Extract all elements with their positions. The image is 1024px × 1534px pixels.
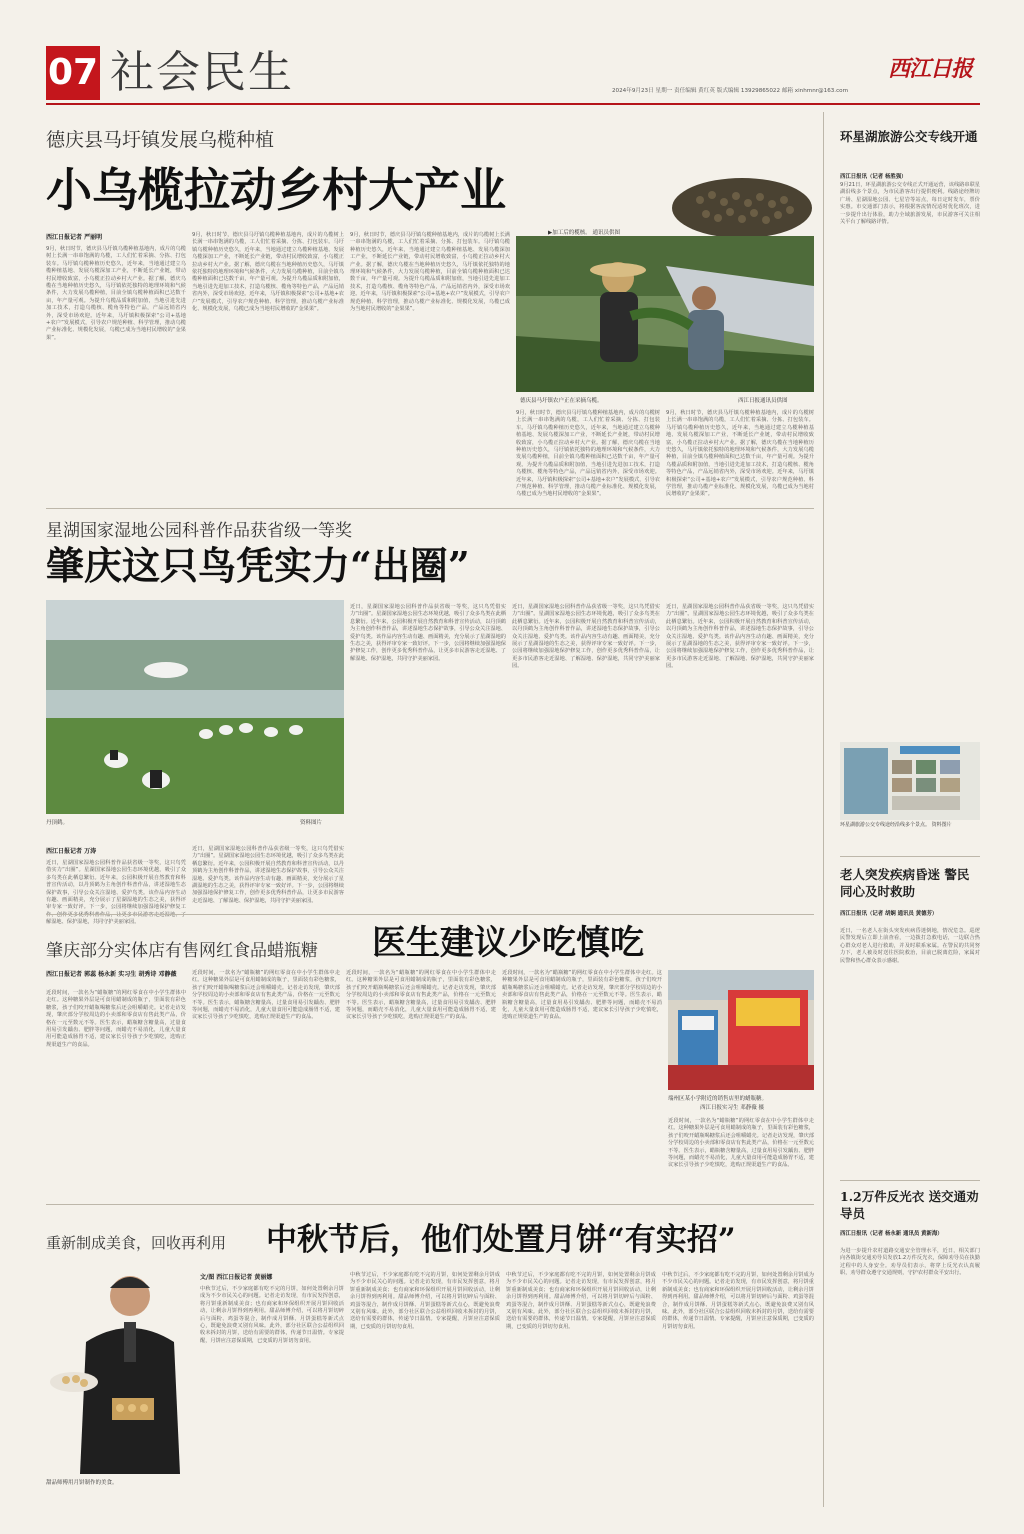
- article-headline: 小乌榄拉动乡村大产业: [46, 163, 506, 217]
- masthead-meta: 2024年9月23日 星期一 责任编辑 黄红英 版式编辑 13929865022 邮箱 xinhmnr@163.com: [612, 88, 849, 94]
- crane-photo-caption: 丹顶鹤。: [46, 820, 69, 826]
- olive-kernel-caption: ▶加工后的榄核。 通讯员供图: [548, 230, 620, 236]
- crane-photo-credit: 资料图片: [300, 820, 323, 826]
- column-divider: [823, 112, 824, 1507]
- sidebar-body-rescue: 近日，一名老人在街头突发疾病昏迷倒地，情况危急。巡逻民警发现后立即上前查看，一边拨打急救电话，一边联合热心群众对老人进行救助，并及时联系家属。在警民的共同努力下，老人被及时送往医院救治，目前已脱离危险，家属对民警和热心群众表示感谢。: [840, 928, 980, 964]
- article-body-col-3: 近日，星湖国家湿地公园科普作品获省级一等奖，这只鸟凭借实力“出圈”。星湖国家湿地公园生态环境优越，吸引了众多鸟类在此栖息繁衍。近年来，公园积极开展自然教育和科普宣传活动，以丹顶鹤为主角创作科普作品，讲述湿地生态保护故事，引导公众关注湿地、爱护鸟类。该作品内容生动有趣、画面精美，充分展示了星湖湿地的生态之美，获得评审专家一致好评。下一步，公园将继续加强湿地保护修复工作，创作更多优秀科普作品，让更多市民游客走近湿地、了解湿地、保护湿地，共同守护美丽家园。: [350, 604, 506, 662]
- sidebar-headline-rescue: 老人突发疾病昏迷 警民同心及时救助: [840, 867, 970, 899]
- article-body-col-1: 9月，秋日时节，德庆县马圩镇乌榄种植基地内，成片的乌榄树上长满一串串饱满的乌榄，工人们忙着采摘、分拣、打包装车。马圩镇乌榄种植历史悠久，近年来，当地通过建立乌榄种植基地、发展乌榄深加工产业，不断延长产业链，带动村民增收致富，小乌榄正拉动乡村大产业。据了解，德庆乌榄在当地种植历史悠久，马圩镇依托独特的地理环境和气候条件，大力发展乌榄种植，目前全镇乌榄种植面积已达数千亩，年产量可观。为提升乌榄品质和附加值，当地引进先进加工技术，打造乌榄核、榄角等特色产品，产品远销省内外，深受市场欢迎。近年来，马圩镇积极探索“公司+基地+农户”发展模式，引导农户规范种植、科学管理，推动乌榄产业标准化、规模化发展，乌榄已成为当地村民增收的“金果果”。: [46, 246, 186, 341]
- sidebar-body-vests: 为进一步提升农村道路交通安全管理水平，近日，相关部门向各镇街交通劝导员发放1.2万件反光衣，保障劝导员在执勤过程中的人身安全。劝导员们表示，将穿上反光衣认真履职，劝导群众遵守交通规则，守护农村群众平安出行。: [840, 1248, 980, 1277]
- article-body-col-1: 中秋节过后，不少家庭都有吃不完的月饼，如何处置剩余月饼成为不少市民关心的问题。记者走访发现，有市民发挥创意，将月饼重新制成美食；也有商家和环保组织开展月饼回收活动，让剩余月饼得到再利用。甜品师傅介绍，可以将月饼切碎后与面粉、鸡蛋等混合，制作成月饼酥、月饼蛋糕等新式点心，既避免浪费又别有风味。此外，部分社区联合公益组织回收未拆封的月饼，送给有需要的群体，传递节日温情。专家提醒，月饼应注意保质期，已变质的月饼切勿食用。: [200, 1286, 344, 1344]
- sidebar-map-photo: [840, 742, 980, 820]
- section-rule: [46, 508, 814, 509]
- wax-candy-photo: [668, 970, 814, 1090]
- masthead-rule: [46, 103, 980, 105]
- section-rule: [46, 1204, 814, 1205]
- olive-kernel-photo: [660, 170, 814, 240]
- article-body-col-5: 9月，秋日时节，德庆县马圩镇乌榄种植基地内，成片的乌榄树上长满一串串饱满的乌榄，工人们忙着采摘、分拣、打包装车。马圩镇乌榄种植历史悠久，近年来，当地通过建立乌榄种植基地、发展乌榄深加工产业，不断延长产业链，带动村民增收致富，小乌榄正拉动乡村大产业。据了解，德庆乌榄在当地种植历史悠久，马圩镇依托独特的地理环境和气候条件，大力发展乌榄种植，目前全镇乌榄种植面积已达数千亩，年产量可观。为提升乌榄品质和附加值，当地引进先进加工技术，打造乌榄核、榄角等特色产品，产品远销省内外，深受市场欢迎。近年来，马圩镇积极探索“公司+基地+农户”发展模式，引导农户规范种植、科学管理，推动乌榄产业标准化、规模化发展，乌榄已成为当地村民增收的“金果果”。: [666, 410, 814, 498]
- sidebar-byline-rescue: 西江日报讯（记者 胡娴 通讯员 黄德芳）: [840, 911, 938, 917]
- article-body-col-2: 近日，星湖国家湿地公园科普作品获省级一等奖，这只鸟凭借实力“出圈”。星湖国家湿地公园生态环境优越，吸引了众多鸟类在此栖息繁衍。近年来，公园积极开展自然教育和科普宣传活动，以丹顶鹤为主角创作科普作品，讲述湿地生态保护故事，引导公众关注湿地、爱护鸟类。该作品内容生动有趣、画面精美，充分展示了星湖湿地的生态之美，获得评审专家一致好评。下一步，公园将继续加强湿地保护修复工作，创作更多优秀科普作品，让更多市民游客走近湿地、了解湿地、保护湿地，共同守护美丽家园。: [192, 846, 344, 904]
- sidebar-byline-vests: 西江日报讯（记者 杨永新 通讯员 黄新海）: [840, 1231, 943, 1237]
- article-body-col-5: 近段时间，一款名为“蜡瓶糖”的网红零食在中小学生群体中走红。这种糖果外层是可食用蜡制成的瓶子，里面装有彩色糖浆，孩子们咬开蜡瓶喝糖浆后还会咀嚼蜡壳。记者走访发现，肇庆部分学校周边的小卖部和零食店有售此类产品，价格在一元至数元不等。医生表示，蜡瓶糖含糖量高，过量食用易引发龋齿、肥胖等问题，而蜡壳不易消化，儿童大量食用可能造成肠胃不适，建议家长引导孩子少吃慎吃，选购正规渠道生产的食品。: [668, 1118, 814, 1169]
- section-title: 社会民生: [110, 47, 294, 98]
- article-kicker: 重新制成美食，回收再利用: [46, 1234, 227, 1252]
- sidebar-byline-bus: 西江日报讯（记者 杨胜强）: [840, 174, 907, 180]
- wax-candy-credit: 西江日报实习生 邓静薇 摄: [700, 1105, 764, 1111]
- sidebar-headline-vests: 1.2万件反光衣 送交通劝导员: [840, 1189, 979, 1221]
- article-byline: 西江日报记者 万涛: [46, 848, 97, 855]
- wax-candy-caption: 端州区某小学附近的销售店里的蜡瓶糖。: [668, 1096, 768, 1102]
- article-byline: 西江日报记者 严丽明: [46, 234, 103, 241]
- article-headline: 医生建议少吃慎吃: [372, 923, 644, 963]
- chef-photo: [46, 1262, 194, 1474]
- article-body-col-2: 近段时间，一款名为“蜡瓶糖”的网红零食在中小学生群体中走红。这种糖果外层是可食用蜡制成的瓶子，里面装有彩色糖浆，孩子们咬开蜡瓶喝糖浆后还会咀嚼蜡壳。记者走访发现，肇庆部分学校周边的小卖部和零食店有售此类产品，价格在一元至数元不等。医生表示，蜡瓶糖含糖量高，过量食用易引发龋齿、肥胖等问题，而蜡壳不易消化，儿童大量食用可能造成肠胃不适，建议家长引导孩子少吃慎吃，选购正规渠道生产的食品。: [192, 970, 340, 1021]
- sidebar-rule: [840, 1180, 980, 1181]
- article-body-col-3: 中秋节过后，不少家庭都有吃不完的月饼，如何处置剩余月饼成为不少市民关心的问题。记者走访发现，有市民发挥创意，将月饼重新制成美食；也有商家和环保组织开展月饼回收活动，让剩余月饼得到再利用。甜品师傅介绍，可以将月饼切碎后与面粉、鸡蛋等混合，制作成月饼酥、月饼蛋糕等新式点心，既避免浪费又别有风味。此外，部分社区联合公益组织回收未拆封的月饼，送给有需要的群体，传递节日温情。专家提醒，月饼应注意保质期，已变质的月饼切勿食用。: [506, 1272, 656, 1330]
- article-body-col-1: 近日，星湖国家湿地公园科普作品获省级一等奖，这只鸟凭借实力“出圈”。星湖国家湿地公园生态环境优越，吸引了众多鸟类在此栖息繁衍。近年来，公园积极开展自然教育和科普宣传活动，以丹顶鹤为主角创作科普作品，讲述湿地生态保护故事，引导公众关注湿地、爱护鸟类。该作品内容生动有趣、画面精美，充分展示了星湖湿地的生态之美，获得评审专家一致好评。下一步，公园将继续加强湿地保护修复工 解湿地、保护湿地，共同守护美丽家园。: [46, 860, 186, 926]
- olive-harvest-photo: [516, 236, 814, 392]
- article-body-col-4: 近段时间，一款名为“蜡瓶糖”的网红零食在中小学生群体中走红。这种糖果外层是可食用蜡制成的瓶子，里面装有彩色糖浆，孩子们咬开蜡瓶喝糖浆后还会咀嚼蜡壳。记者走访发现，肇庆部分学校周边的小卖部和零食店有售此类产品，价格在一元至数元不等。医生表示，蜡瓶糖含糖量高，过量食用易引发龋齿、肥胖等问题，而蜡壳不易消化，儿童大量食用可能造成肠胃不适，建议家长引导孩子少吃慎吃，选购正规渠道生产的食品。: [502, 970, 662, 1021]
- olive-harvest-caption: 德庆县马圩镇农户正在采摘乌榄。: [520, 398, 603, 404]
- sidebar-body-bus: 9月21日，环星湖旅游公交专线正式开通运营，该线路串联星湖沿线多个景点，为市民游客出行提供便利。线路途经牌坊广场、星湖湿地公园、七星岩等站点，每日定时发车，票价实惠。市交通部门表示，将根据客流情况适时优化班次，进一步提升出行体验，助力全域旅游发展，市民游客可关注相关平台了解线路详情。: [840, 182, 980, 226]
- article-kicker: 肇庆部分实体店有售网红食品蜡瓶糖: [46, 941, 318, 961]
- article-byline: 西江日报记者 郭蕊 杨永新 实习生 胡秀诗 邓静薇: [46, 971, 177, 978]
- article-kicker: 星湖国家湿地公园科普作品获省级一等奖: [46, 521, 352, 541]
- paper-logo: 西江日报: [888, 56, 973, 82]
- masthead: [0, 0, 1024, 112]
- article-body-col-3: 近段时间，一款名为“蜡瓶糖”的网红零食在中小学生群体中走红。这种糖果外层是可食用蜡制成的瓶子，里面装有彩色糖浆，孩子们咬开蜡瓶喝糖浆后还会咀嚼蜡壳。记者走访发现，肇庆部分学校周边的小卖部和零食店有售此类产品，价格在一元至数元不等。医生表示，蜡瓶糖含糖量高，过量食用易引发龋齿、肥胖等问题，而蜡壳不易消化，儿童大量食用可能造成肠胃不适，建议家长引导孩子少吃慎吃，选购正规渠道生产的食品。: [346, 970, 496, 1021]
- article-body-col-4: 近日，星湖国家湿地公园科普作品获省级一等奖，这只鸟凭借实力“出圈”。星湖国家湿地公园生态环境优越，吸引了众多鸟类在此栖息繁衍。近年来，公园积极开展自然教育和科普宣传活动，以丹顶鹤为主角创作科普作品，讲述湿地生态保护故事，引导公众关注湿地、爱护鸟类。该作品内容生动有趣、画面精美，充分展示了星湖湿地的生态之美，获得评审专家一致好评。下一步，公园将继续加强湿地保护修复工作，创作更多优秀科普作品，让更多市民游客走近湿地、了解湿地、保护湿地，共同守护美丽家园。: [512, 604, 660, 670]
- article-body-col-5: 近日，星湖国家湿地公园科普作品获省级一等奖，这只鸟凭借实力“出圈”。星湖国家湿地公园生态环境优越，吸引了众多鸟类在此栖息繁衍。近年来，公园积极开展自然教育和科普宣传活动，以丹顶鹤为主角创作科普作品，讲述湿地生态保护故事，引导公众关注湿地、爱护鸟类。该作品内容生动有趣、画面精美，充分展示了星湖湿地的生态之美，获得评审专家一致好评。下一步，公园将继续加强湿地保护修复工作，创作更多优秀科普作品，让更多市民游客走近湿地、了解湿地、保护湿地，共同守护美丽家园。: [666, 604, 814, 670]
- chef-photo-caption: 甜品师傅用月饼制作的美食。: [46, 1480, 118, 1486]
- section-rule: [46, 914, 814, 915]
- page-number: 07: [47, 52, 99, 93]
- article-byline: 文/图 西江日报记者 黄丽娜: [200, 1274, 273, 1281]
- sidebar-headline-bus: 环星湖旅游公交专线开通: [840, 129, 978, 144]
- sidebar-rule: [840, 856, 980, 857]
- article-body-col-4: 中秋节过后，不少家庭都有吃不完的月饼，如何处置剩余月饼成为不少市民关心的问题。记者走访发现，有市民发挥创意，将月饼重新制成美食；也有商家和环保组织开展月饼回收活动，让剩余月饼得到再利用。甜品师傅介绍，可以将月饼切碎后与面粉、鸡蛋等混合，制作成月饼酥、月饼蛋糕等新式点心，既避免浪费又别有风味。此外，部分社区联合公益组织回收未拆封的月饼，送给有需要的群体，传递节日温情。专家提醒，月饼应注意保质期，已变质的月饼切勿食用。: [662, 1272, 814, 1330]
- article-body-col-2: 9月，秋日时节，德庆县马圩镇乌榄种植基地内，成片的乌榄树上长满一串串饱满的乌榄，工人们忙着采摘、分拣、打包装车。马圩镇乌榄种植历史悠久，近年来，当地通过建立乌榄种植基地、发展乌榄深加工产业，不断延长产业链，带动村民增收致富，小乌榄正拉动乡村大产业。据了解，德庆乌榄在当地种植历史悠久，马圩镇依托独特的地理环境和气候条件，大力发展乌榄种植，目前全镇乌榄种植面积已达数千亩，年产量可观。为提升乌榄品质和附加值，当地引进先进加工技术，打造乌榄核、榄角等特色产品，产品远销省内外，深受市场欢迎。近年来，马圩镇积极探索“公司+基地+农户”发展模式，引导农户规范种植、科学管理，推动乌榄产业标准化、规模化发展，乌榄已成为当地村民增收的“金果果”。: [192, 232, 344, 313]
- sidebar-map-caption: 环星湖旅游公交专线途经沿线多个景点。 资料图片: [840, 822, 952, 828]
- article-body-col-3: 9月，秋日时节，德庆县马圩镇乌榄种植基地内，成片的乌榄树上长满一串串饱满的乌榄，工人们忙着采摘、分拣、打包装车。马圩镇乌榄种植历史悠久，近年来，当地通过建立乌榄种植基地、发展乌榄深加工产业，不断延长产业链，带动村民增收致富，小乌榄正拉动乡村大产业。据了解，德庆乌榄在当地种植历史悠久，马圩镇依托独特的地理环境和气候条件，大力发展乌榄种植，目前全镇乌榄种植面积已达数千亩，年产量可观。为提升乌榄品质和附加值，当地引进先进加工技术，打造乌榄核、榄角等特色产品，产品远销省内外，深受市场欢迎。近年来，马圩镇积极探索“公司+基地+农户”发展模式，引导农户规范种植、科学管理，推动乌榄产业标准化、规模化发展，乌榄已成为当地村民增收的“金果果”。: [350, 232, 510, 313]
- crane-photo: [46, 600, 344, 814]
- article-kicker: 德庆县马圩镇发展乌榄种植: [46, 129, 275, 151]
- article-headline: 中秋节后，他们处置月饼“有实招”: [266, 1222, 736, 1258]
- article-body-col-2: 中秋节过后，不少家庭都有吃不完的月饼，如何处置剩余月饼成为不少市民关心的问题。记者走访发现，有市民发挥创意，将月饼重新制成美食；也有商家和环保组织开展月饼回收活动，让剩余月饼得到再利用。甜品师傅介绍，可以将月饼切碎后与面粉、鸡蛋等混合，制作成月饼酥、月饼蛋糕等新式点心，既避免浪费又别有风味。此外，部分社区联合公益组织回收未拆封的月饼，送给有需要的群体，传递节日温情。专家提醒，月饼应注意保质期，已变质的月饼切勿食用。: [350, 1272, 500, 1330]
- article-headline: 肇庆这只鸟凭实力“出圈”: [46, 543, 470, 588]
- olive-harvest-credit: 西江日报通讯员供图: [738, 398, 788, 404]
- article-body-col-4: 9月，秋日时节，德庆县马圩镇乌榄种植基地内，成片的乌榄树上长满一串串饱满的乌榄，工人们忙着采摘、分拣、打包装车。马圩镇乌榄种植历史悠久，近年来，当地通过建立乌榄种植基地、发展乌榄深加工产业，不断延长产业链，带动村民增收致富，小乌榄正拉动乡村大产业。据了解，德庆乌榄在当地种植历史悠久，马圩镇依托独特的地理环境和气候条件，大力发展乌榄种植，目前全镇乌榄种植面积已达数千亩，年产量可观。为提升乌榄品质和附加值，当地引进先进加工技术，打造乌榄核、榄角等特色产品，产品远销省内外，深受市场欢迎。近年来，马圩镇积极探索“公司+基地+农户”发展模式，引导农户规范种植、科学管理，推动乌榄产业标准化、规模化发展，乌榄已成为当地村民增收的“金果果”。: [516, 410, 660, 498]
- article-body-col-1: 近段时间，一款名为“蜡瓶糖”的网红零食在中小学生群体中走红。这种糖果外层是可食用蜡制成的瓶子，里面装有彩色糖浆，孩子们咬开蜡瓶喝糖浆后还会咀嚼蜡壳。记者走访发现，肇庆部分学校周边的小卖部和零食店有售此类产品，价格在一元至数元不等。医生表示，蜡瓶糖含糖量高，过量食用易引发龋齿、肥胖等问题，而蜡壳不易消化，儿童大量食用可能造成肠胃不适，建议家长引导孩子少吃慎吃，选购正规渠道生产的食品。: [46, 990, 186, 1048]
